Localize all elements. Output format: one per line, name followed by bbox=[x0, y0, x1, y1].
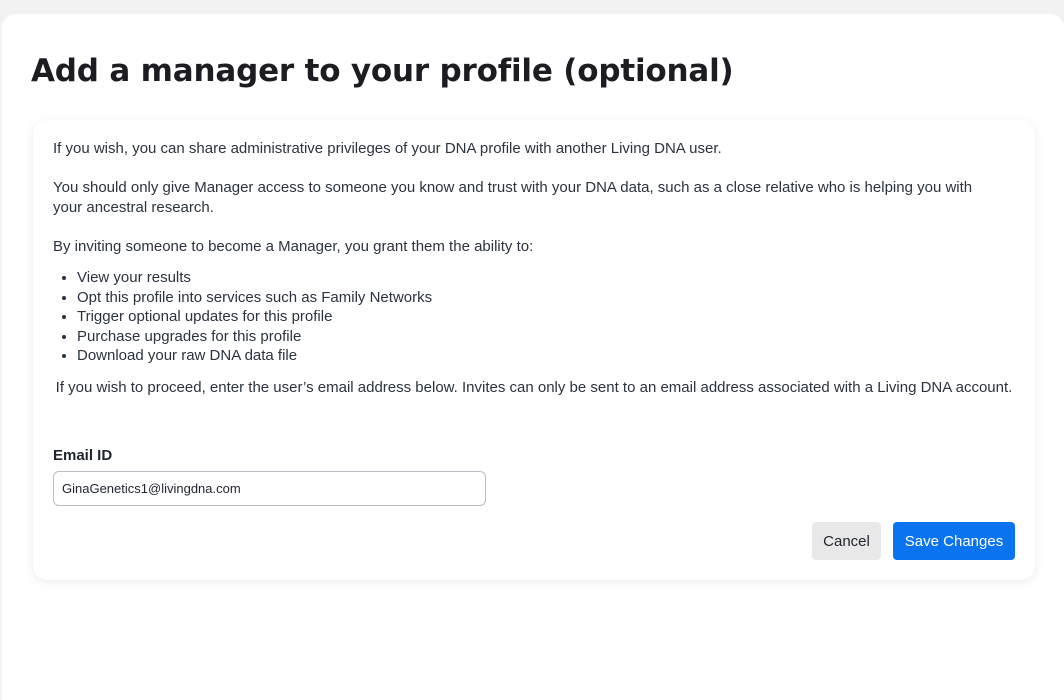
email-field[interactable] bbox=[53, 471, 486, 506]
email-label: Email ID bbox=[53, 447, 113, 464]
dialog-panel bbox=[2, 14, 1064, 700]
list-item: • View your results bbox=[77, 268, 432, 288]
grant-intro-text: By inviting someone to become a Manager, you grant them the ability to: bbox=[53, 238, 534, 255]
save-changes-button[interactable]: Save Changes bbox=[893, 522, 1015, 560]
intro-text: If you wish, you can share administrative privileges of your DNA profile with another Living DNA user. bbox=[53, 140, 722, 157]
manager-form-card bbox=[33, 120, 1035, 580]
list-item: • Purchase upgrades for this profile bbox=[77, 327, 432, 347]
proceed-note: If you wish to proceed, enter the user’s email address below. Invites can only be sent to an email address associated with a Living DNA account. bbox=[55, 379, 1013, 396]
list-item: • Trigger optional updates for this profile bbox=[77, 307, 432, 327]
list-item: • Opt this profile into services such as Family Networks bbox=[77, 288, 432, 308]
list-item: • Download your raw DNA data file bbox=[77, 346, 432, 366]
cancel-button[interactable]: Cancel bbox=[812, 522, 881, 560]
abilities-list bbox=[53, 268, 432, 366]
warning-text: You should only give Manager access to someone you know and trust with your DNA data, such as a close relative who is helping you with your ancestral research. bbox=[53, 179, 973, 216]
page-title: Add a manager to your profile (optional) bbox=[31, 53, 734, 89]
